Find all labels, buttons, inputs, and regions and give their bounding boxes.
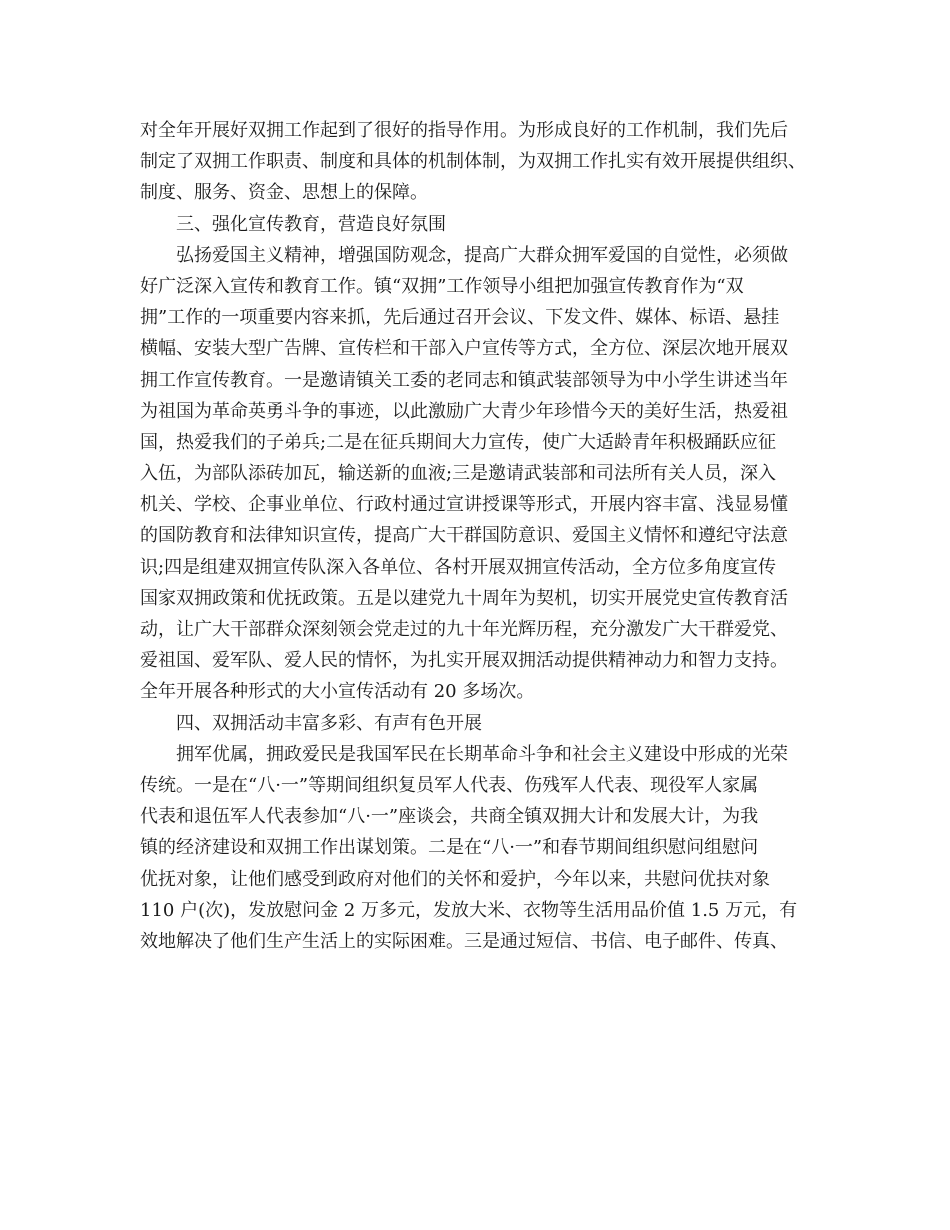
- text-line: 动，让广大干部群众深刻领会党走过的九十年光辉历程，充分激发广大干群爱党、: [140, 619, 788, 640]
- text-line: 爱祖国、爱军队、爱人民的情怀，为扎实开展双拥活动提供精神动力和智力支持。: [140, 650, 788, 672]
- text-line: 为祖国为革命英勇斗争的事迹，以此激励广大青少年珍惜今天的美好生活，热爱祖: [140, 400, 788, 422]
- paragraph-first-line: 四、双拥活动丰富多彩、有声有色开展: [176, 712, 482, 734]
- text-line: 110 户(次)，发放慰问金 2 万多元，发放大米、衣物等生活用品价值 1.5 万元，有: [140, 899, 798, 921]
- text-line: 入伍，为部队添砖加瓦，输送新的血液;三是邀请武装部和司法所有关人员，深入: [140, 463, 777, 485]
- text-line: 横幅、安装大型广告牌、宣传栏和干部入户宣传等方式，全方位、深层次地开展双: [140, 338, 788, 360]
- text-line: 的国防教育和法律知识宣传，提高广大干群国防意识、爱国主义情怀和遵纪守法意: [140, 525, 788, 547]
- text-line: 拥”工作的一项重要内容来抓，先后通过召开会议、下发文件、媒体、标语、悬挂: [140, 307, 780, 329]
- document-page: [140, 115, 828, 957]
- text-line: 拥工作宣传教育。一是邀请镇关工委的老同志和镇武装部领导为中小学生讲述当年: [140, 369, 788, 391]
- paragraph-first-line: 拥军优属，拥政爱民是我国军民在长期革命斗争和社会主义建设中形成的光荣: [176, 743, 788, 765]
- paragraph-first-line: 三、强化宣传教育，营造良好氛围: [176, 213, 446, 235]
- text-line: 传统。一是在“八·一”等期间组织复员军人代表、伤残军人代表、现役军人家属: [140, 774, 759, 796]
- text-line: 优抚对象，让他们感受到政府对他们的关怀和爱护，今年以来，共慰问优扶对象: [140, 868, 770, 890]
- text-line: 代表和退伍军人代表参加“八·一”座谈会，共商全镇双拥大计和发展大计，为我: [140, 806, 759, 828]
- text-line: 镇的经济建设和双拥工作出谋划策。二是在“八·一”和春节期间组织慰问组慰问: [140, 837, 759, 859]
- text-line: 好广泛深入宣传和教育工作。镇“双拥”工作领导小组把加强宣传教育作为“双: [140, 275, 744, 297]
- text-line: 国，热爱我们的子弟兵;二是在征兵期间大力宣传，使广大适龄青年积极踊跃应征: [140, 431, 777, 453]
- text-line: 制度、服务、资金、思想上的保障。: [140, 182, 428, 204]
- text-line: 对全年开展好双拥工作起到了很好的指导作用。为形成良好的工作机制，我们先后: [140, 120, 788, 141]
- text-line: 全年开展各种形式的大小宣传活动有 20 多场次。: [140, 681, 535, 703]
- text-line: 识;四是组建双拥宣传队深入各单位、各村开展双拥宣传活动，全方位多角度宣传: [140, 556, 777, 578]
- text-line: 国家双拥政策和优抚政策。五是以建党九十周年为契机，切实开展党史宣传教育活: [140, 587, 788, 609]
- text-line: 制定了双拥工作职责、制度和具体的机制体制，为双拥工作扎实有效开展提供组织、: [140, 151, 806, 173]
- paragraph-first-line: 弘扬爱国主义精神，增强国防观念，提高广大群众拥军爱国的自觉性，必须做: [176, 244, 788, 266]
- text-line: 效地解决了他们生产生活上的实际困难。三是通过短信、书信、电子邮件、传真、: [140, 930, 788, 952]
- text-line: 机关、学校、企事业单位、行政村通过宣讲授课等形式，开展内容丰富、浅显易懂: [140, 494, 788, 516]
